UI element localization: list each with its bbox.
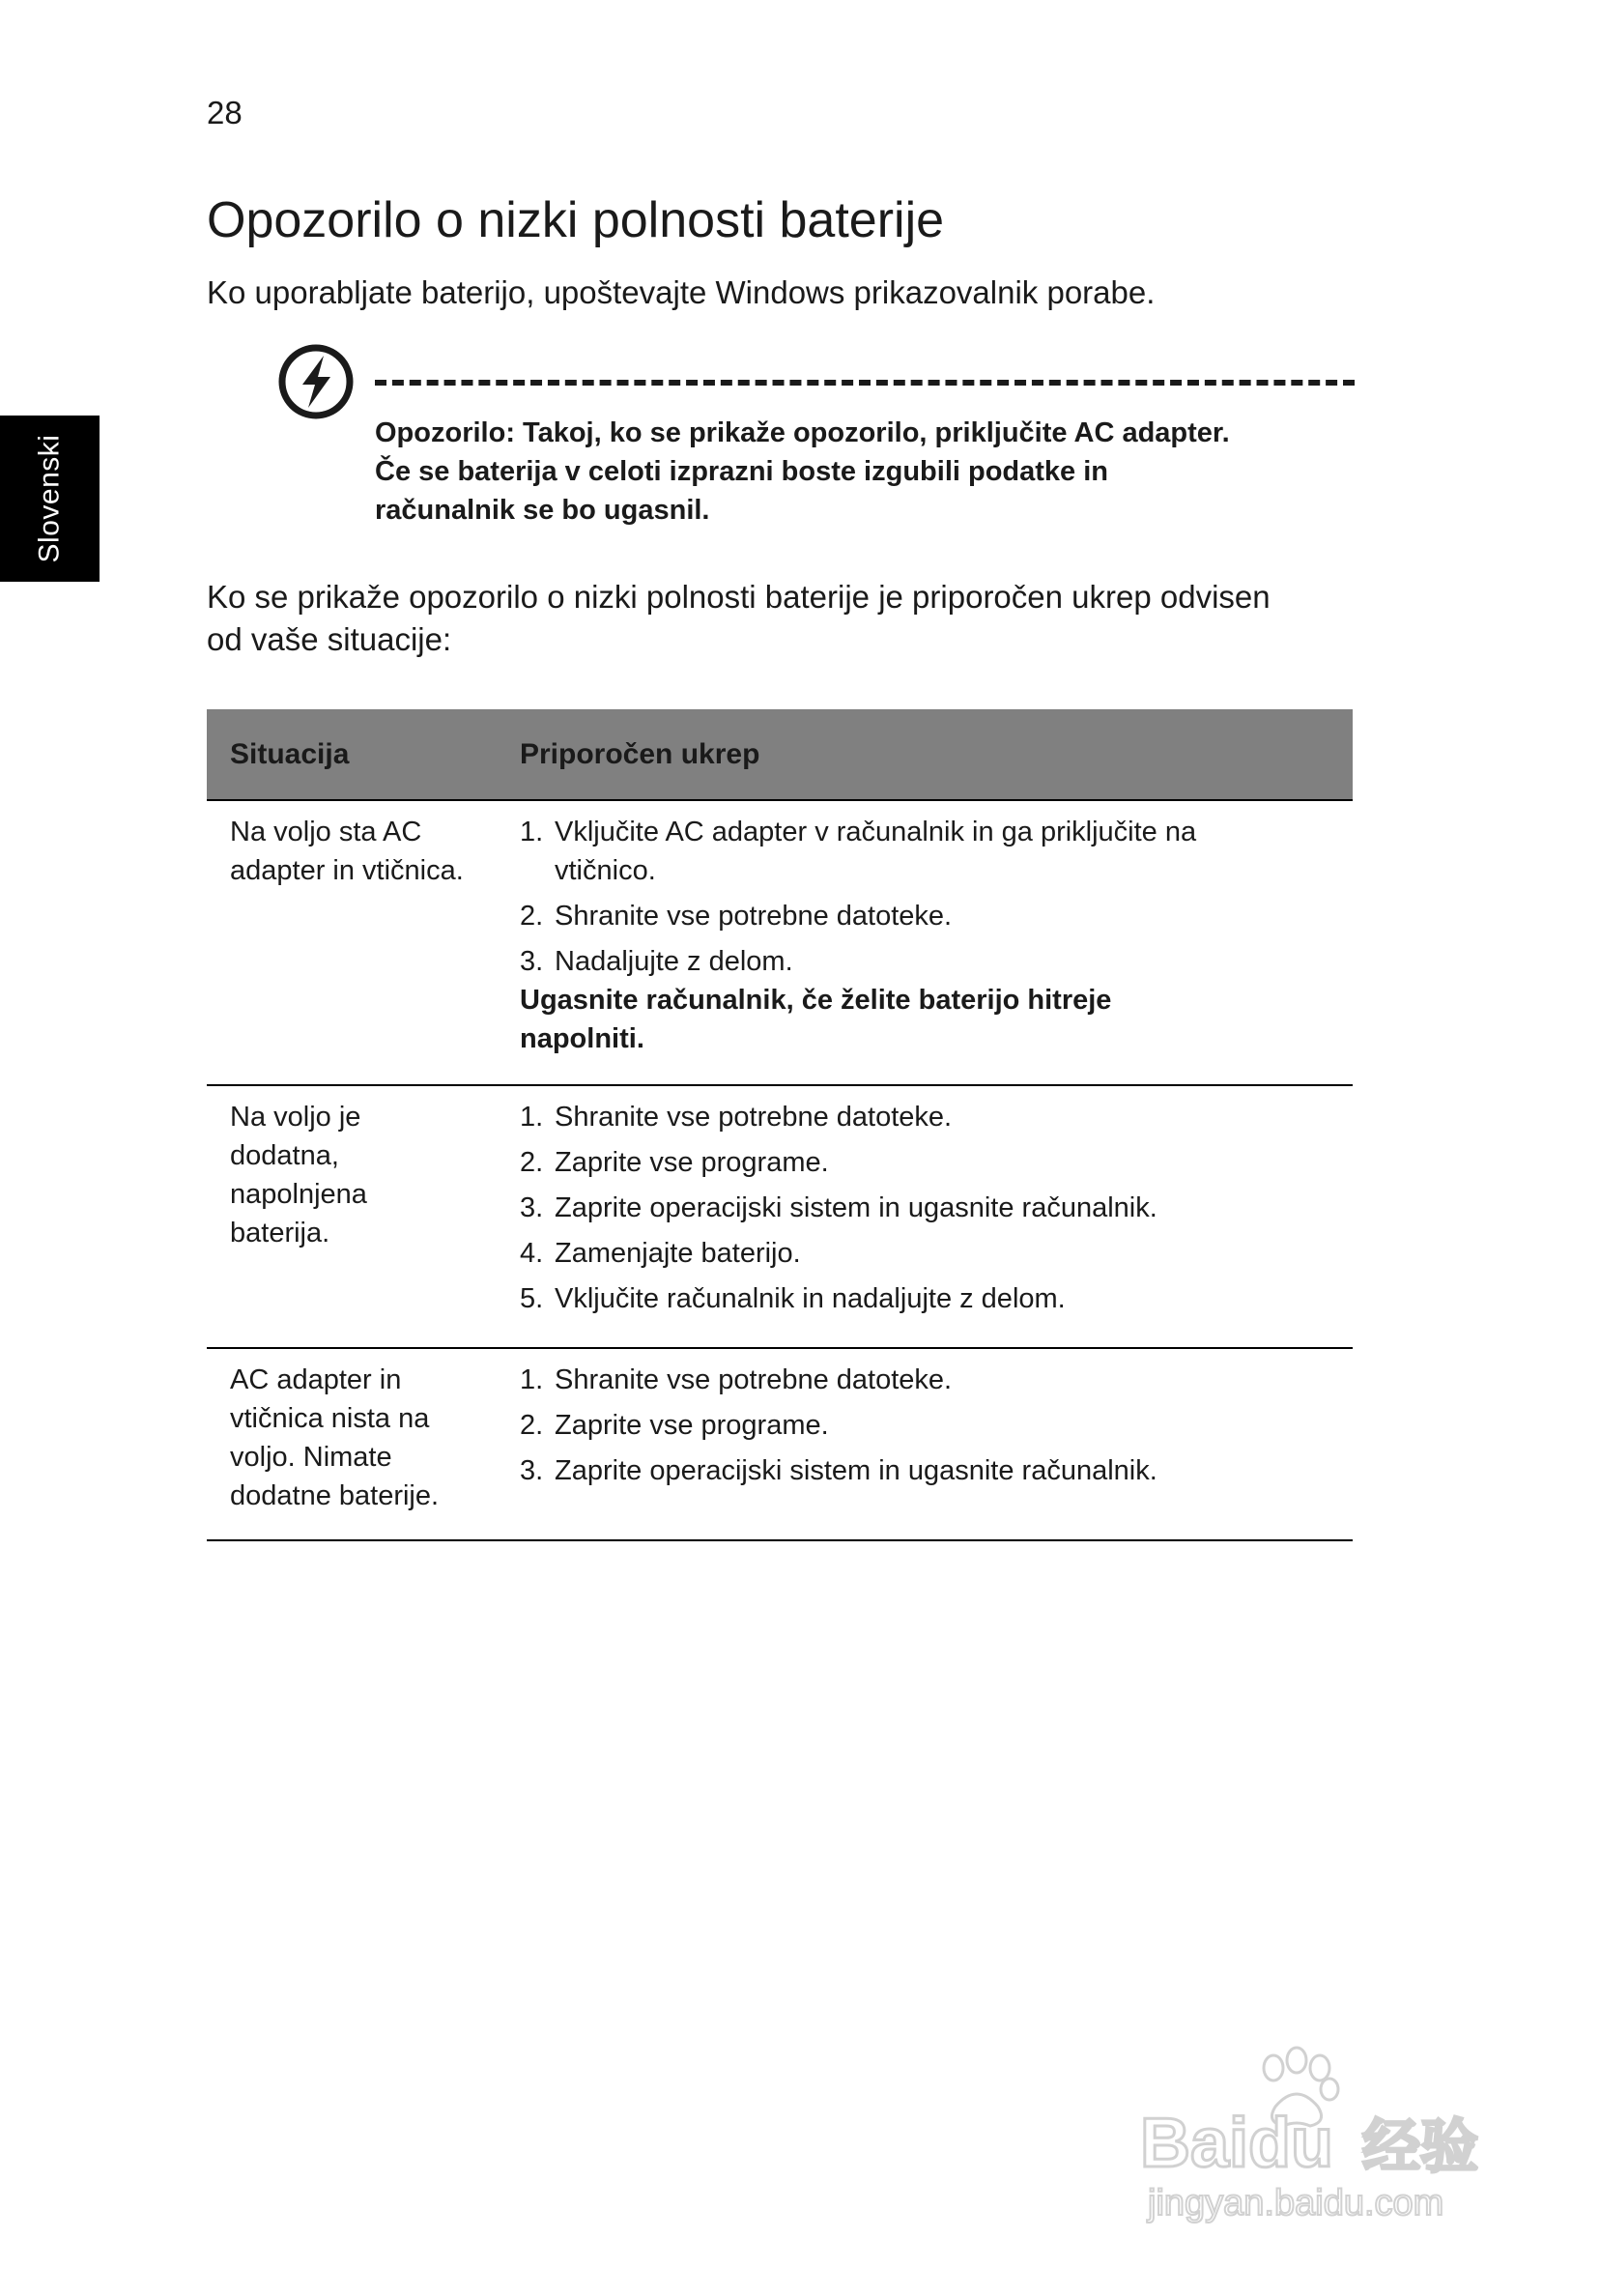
situation-line: dodatna, (230, 1140, 339, 1171)
action-cell (520, 1349, 1353, 1539)
note-line: napolniti. (520, 1023, 644, 1054)
step-number: 1. (520, 1102, 544, 1133)
step-number: 4. (520, 1238, 544, 1269)
action-cell (520, 1086, 1353, 1347)
action-step (520, 1361, 1353, 1399)
situation-line: Na voljo sta AC (230, 817, 422, 847)
step-number: 2. (520, 901, 544, 932)
step-number: 1. (520, 1364, 544, 1395)
situation-line: Na voljo je (230, 1102, 361, 1133)
situation-cell (207, 1086, 520, 1347)
action-step (520, 1098, 1353, 1136)
situation-line: baterija. (230, 1218, 330, 1248)
step-line: Vključite računalnik in nadaljujte z delom. (555, 1283, 1066, 1314)
baidu-watermark (1121, 2039, 1507, 2232)
step-line: Zaprite vse programe. (555, 1147, 829, 1178)
body-paragraph-line: Ko se prikaže opozorilo o nizki polnosti baterije je priporočen ukrep odvisen (207, 579, 1271, 615)
step-number: 3. (520, 946, 544, 977)
table-header-situation: Situacija (230, 737, 350, 770)
action-cell (520, 801, 1353, 1084)
table-row (207, 1349, 1353, 1541)
action-step (520, 813, 1353, 890)
action-step (520, 1451, 1353, 1490)
step-line: Zaprite vse programe. (555, 1410, 829, 1441)
situation-line: adapter in vtičnica. (230, 855, 464, 886)
step-line: Shranite vse potrebne datoteke. (555, 1364, 953, 1395)
situation-line: AC adapter in (230, 1364, 402, 1395)
action-step (520, 942, 1353, 981)
action-step (520, 1279, 1353, 1318)
warning-divider (375, 380, 1355, 386)
situation-line: voljo. Nimate (230, 1442, 392, 1473)
situation-line: dodatne baterije. (230, 1480, 440, 1511)
step-number: 2. (520, 1410, 544, 1441)
table-header-action: Priporočen ukrep (520, 737, 760, 770)
table-row (207, 801, 1353, 1086)
language-side-tab-label: Slovenski (33, 434, 66, 563)
step-number: 3. (520, 1455, 544, 1486)
language-side-tab (0, 416, 100, 582)
situation-line: vtičnica nista na (230, 1403, 430, 1434)
action-step (520, 1143, 1353, 1182)
step-line: Zaprite operacijski sistem in ugasnite računalnik. (555, 1192, 1157, 1223)
warning-line: računalnik se bo ugasnil. (375, 495, 710, 526)
situation-cell (207, 1349, 520, 1539)
recommendation-table (207, 709, 1353, 1541)
note-line: Ugasnite računalnik, če želite baterijo hitreje (520, 985, 1112, 1016)
situation-cell (207, 801, 520, 1084)
watermark-brand: Baidu (1140, 2105, 1334, 2182)
warning-line: Če se baterija v celoti izprazni boste izgubili podatke in (375, 456, 1108, 487)
action-step (520, 897, 1353, 935)
watermark-brand-cn: 经验 (1362, 2113, 1478, 2181)
warning-lightning-icon (276, 342, 356, 421)
step-line: Vključite AC adapter v računalnik in ga priključite na (555, 817, 1197, 847)
action-step (520, 1406, 1353, 1445)
warning-line: Opozorilo: Takoj, ko se prikaže opozorilo, priključite AC adapter. (375, 417, 1230, 448)
section-title: Opozorilo o nizki polnosti baterije (207, 192, 945, 248)
body-paragraph-line: od vaše situacije: (207, 621, 452, 657)
page-number: 28 (207, 95, 243, 130)
step-number: 5. (520, 1283, 544, 1314)
action-step (520, 1234, 1353, 1273)
situation-line: napolnjena (230, 1179, 367, 1210)
step-line: Shranite vse potrebne datoteke. (555, 1102, 953, 1133)
step-line: vtičnico. (555, 855, 656, 886)
step-number: 1. (520, 817, 544, 847)
step-line: Zaprite operacijski sistem in ugasnite računalnik. (555, 1455, 1157, 1486)
action-note (520, 981, 1353, 1058)
section-intro: Ko uporabljate baterijo, upoštevajte Windows prikazovalnik porabe. (207, 274, 1156, 310)
table-row (207, 1086, 1353, 1349)
step-line: Shranite vse potrebne datoteke. (555, 901, 953, 932)
body-paragraph (207, 576, 1366, 661)
step-number: 2. (520, 1147, 544, 1178)
step-number: 3. (520, 1192, 544, 1223)
action-step (520, 1189, 1353, 1227)
warning-text (375, 414, 1360, 530)
table-header-row (207, 709, 1353, 801)
step-line: Zamenjajte baterijo. (555, 1238, 801, 1269)
watermark-url: jingyan.baidu.com (1148, 2183, 1444, 2224)
step-line: Nadaljujte z delom. (555, 946, 793, 977)
